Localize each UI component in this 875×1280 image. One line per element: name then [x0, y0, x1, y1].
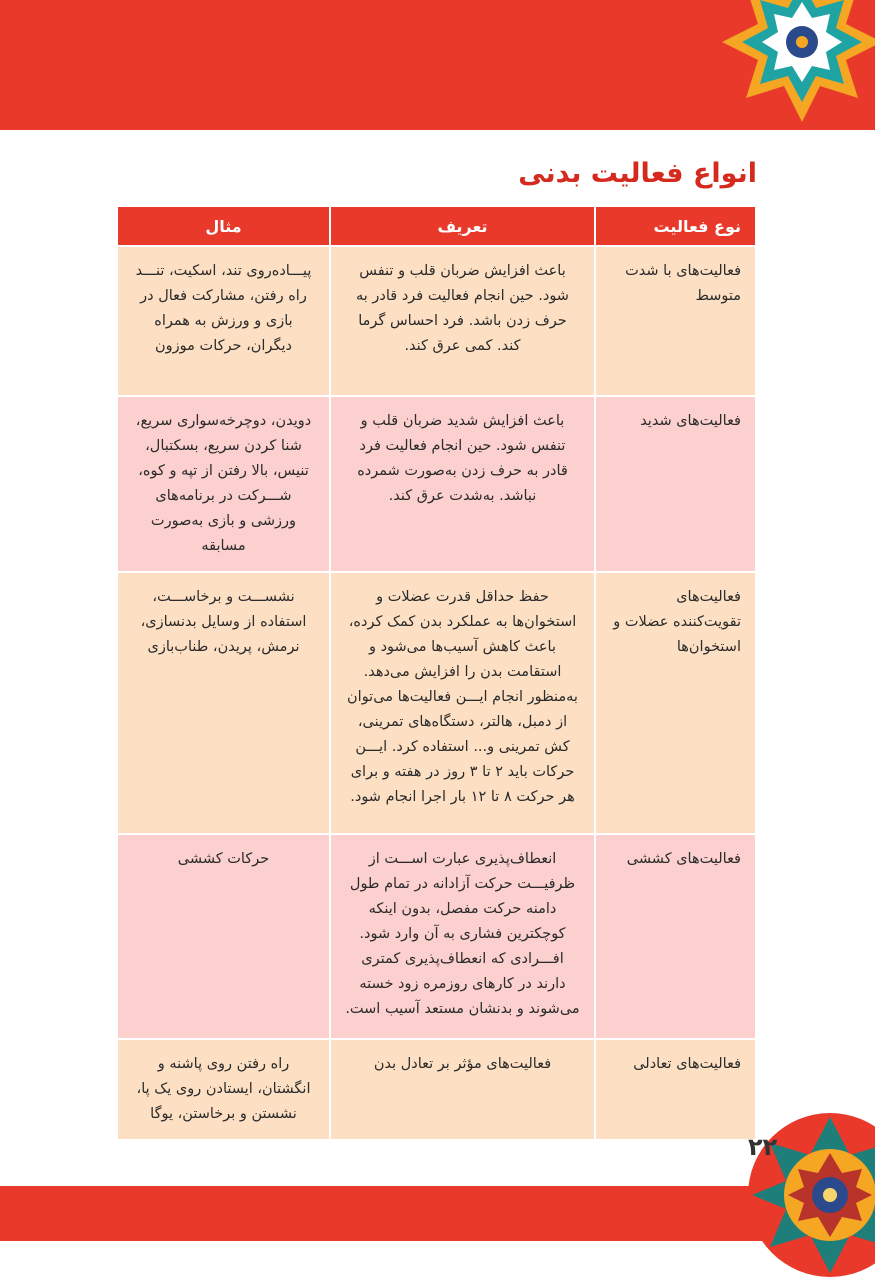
activity-types-table: [118, 207, 755, 1139]
table-row: [118, 1039, 755, 1139]
example-cell: دویدن، دوچرخه‌سواری سریع، شنا کردن سریع، بسکتبال، تنیس، بالا رفتن از تپه و کوه، شـــرکت در برنامه‌های ورزشی و بازی به‌صورت مسابقه: [118, 396, 330, 572]
header-activity-type: نوع فعالیت: [595, 207, 755, 246]
definition-cell: حفظ حداقل قدرت عضلات و استخوان‌ها به عملکرد بدن کمک کرده، باعث کاهش آسیب‌ها می‌شود و استقامت بدن را افزایش می‌دهد. به‌منظور انجام ایـــن فعالیت‌ها می‌توان از دمبل، هالتر، دستگاه‌های تمرینی، کش تمرینی و... استفاده کرد. ایـــن حرکات باید ۲ تا ۳ روز در هفته و برای هر حرکت ۸ تا ۱۲ بار اجرا انجام شود.: [330, 572, 595, 834]
activity-type-cell: فعالیت‌های شدید: [595, 396, 755, 572]
activity-type-cell: فعالیت‌های تعادلی: [595, 1039, 755, 1139]
table-row: [118, 834, 755, 1039]
example-cell: نشســـت و برخاســـت، استفاده از وسایل بدنسازی، نرمش، پریدن، طناب‌بازی: [118, 572, 330, 834]
activity-type-cell: فعالیت‌های با شدت متوسط: [595, 246, 755, 396]
table-row: [118, 572, 755, 834]
activity-type-cell: فعالیت‌های کششی: [595, 834, 755, 1039]
footer-band: [0, 1186, 875, 1241]
header-example: مثال: [118, 207, 330, 246]
table-row: [118, 396, 755, 572]
table-row: [118, 246, 755, 396]
page-number: ۲۲: [748, 1133, 778, 1161]
table-header-row: [118, 207, 755, 246]
page-title: انواع فعالیت بدنی: [518, 158, 757, 189]
definition-cell: باعث افزایش شدید ضربان قلب و تنفس شود. حین انجام فعالیت فرد قادر به حرف زدن به‌صورت شمرده نباشد. به‌شدت عرق کند.: [330, 396, 595, 572]
definition-cell: باعث افزایش ضربان قلب و تنفس شود. حین انجام فعالیت فرد قادر به حرف زدن باشد. فرد احساس گرما کند. کمی عرق کند.: [330, 246, 595, 396]
header-definition: تعریف: [330, 207, 595, 246]
example-cell: راه رفتن روی پاشنه و انگشتان، ایستادن روی یک پا، نشستن و برخاستن، یوگا: [118, 1039, 330, 1139]
decorative-ornament-icon: [720, 0, 875, 125]
definition-cell: فعالیت‌های مؤثر بر تعادل بدن: [330, 1039, 595, 1139]
example-cell: حرکات کششی: [118, 834, 330, 1039]
example-cell: پیـــاده‌روی تند، اسکیت، تنـــد راه رفتن، مشارکت فعال در بازی و ورزش به همراه دیگران، حرکات موزون: [118, 246, 330, 396]
definition-cell: انعطاف‌پذیری عبارت اســـت از ظرفیـــت حرکت آزادانه در تمام طول دامنه حرکت مفصل، بدون اینکه کوچکترین فشاری به آن وارد شود. افـــرادی که انعطاف‌پذیری کمتری دارند در کارهای روزمره زود خسته می‌شوند و بدنشان مستعد آسیب است.: [330, 834, 595, 1039]
activity-type-cell: فعالیت‌های تقویت‌کننده عضلات و استخوان‌ها: [595, 572, 755, 834]
